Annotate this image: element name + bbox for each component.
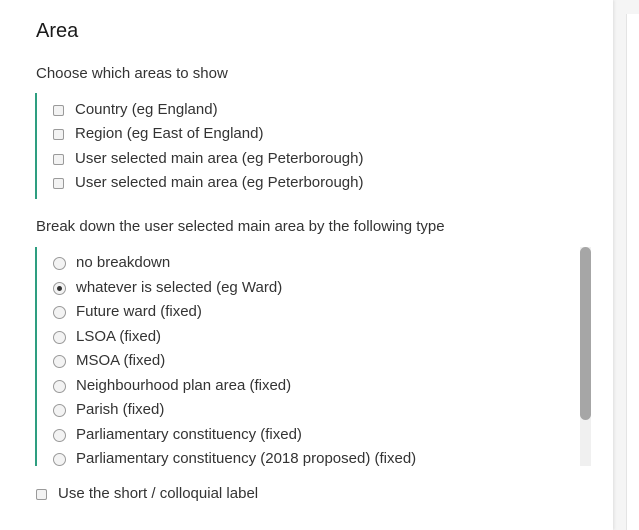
breakdown-option-label: Parliamentary constituency (fixed)	[76, 426, 302, 443]
breakdown-radio[interactable]	[53, 306, 66, 319]
breakdown-radio[interactable]	[53, 331, 66, 344]
breakdown-option-label: no breakdown	[76, 254, 171, 271]
breakdown-option[interactable]	[53, 449, 416, 466]
breakdown-option-label: Neighbourhood plan area (fixed)	[76, 377, 292, 394]
breakdown-option-label: Parliamentary constituency (2018 proposed) (fixed)	[76, 450, 417, 466]
breakdown-option[interactable]	[53, 376, 291, 396]
short-label-text: Use the short / colloquial label	[58, 485, 259, 502]
breakdown-radio[interactable]	[53, 404, 66, 417]
breakdown-radio-group[interactable]	[35, 247, 595, 466]
area-option-label: User selected main area (eg Peterborough)	[75, 174, 364, 191]
breakdown-radio[interactable]	[53, 380, 66, 393]
area-option-main-area-1[interactable]	[53, 149, 364, 169]
breakdown-radio[interactable]	[53, 355, 66, 368]
areas-section-label: Choose which areas to show	[36, 65, 228, 82]
breakdown-section-label: Break down the user selected main area by the following type	[36, 218, 445, 235]
breakdown-option-label: Future ward (fixed)	[76, 303, 202, 320]
adjacent-panel-edge	[626, 14, 639, 530]
breakdown-option[interactable]	[53, 351, 165, 371]
area-option-label: Region (eg East of England)	[75, 125, 264, 142]
breakdown-scrollbar[interactable]	[580, 247, 591, 466]
panel-title: Area	[36, 20, 79, 42]
main-area-checkbox-1[interactable]	[53, 154, 64, 165]
breakdown-option-label: Parish (fixed)	[76, 401, 165, 418]
breakdown-radio[interactable]	[53, 453, 66, 466]
short-label-option[interactable]	[36, 484, 258, 504]
country-checkbox[interactable]	[53, 105, 64, 116]
area-option-country[interactable]	[53, 100, 218, 120]
scrollbar-thumb[interactable]	[580, 247, 591, 420]
area-option-main-area-2[interactable]	[53, 173, 364, 193]
breakdown-option[interactable]	[53, 327, 161, 347]
area-option-label: Country (eg England)	[75, 101, 218, 118]
breakdown-option-label: MSOA (fixed)	[76, 352, 166, 369]
area-option-region[interactable]	[53, 124, 263, 144]
breakdown-radio[interactable]	[53, 257, 66, 270]
breakdown-radio-selected[interactable]	[53, 282, 66, 295]
breakdown-option[interactable]	[53, 302, 202, 322]
area-option-label: User selected main area (eg Peterborough)	[75, 150, 364, 167]
breakdown-option[interactable]	[53, 253, 170, 273]
region-checkbox[interactable]	[53, 129, 64, 140]
breakdown-option-label: whatever is selected (eg Ward)	[76, 279, 283, 296]
breakdown-option[interactable]	[53, 278, 282, 298]
main-area-checkbox-2[interactable]	[53, 178, 64, 189]
breakdown-option[interactable]	[53, 425, 302, 445]
breakdown-option[interactable]	[53, 400, 164, 420]
short-label-checkbox[interactable]	[36, 489, 47, 500]
breakdown-option-label: LSOA (fixed)	[76, 328, 162, 345]
breakdown-radio[interactable]	[53, 429, 66, 442]
areas-checkbox-group	[35, 93, 595, 199]
